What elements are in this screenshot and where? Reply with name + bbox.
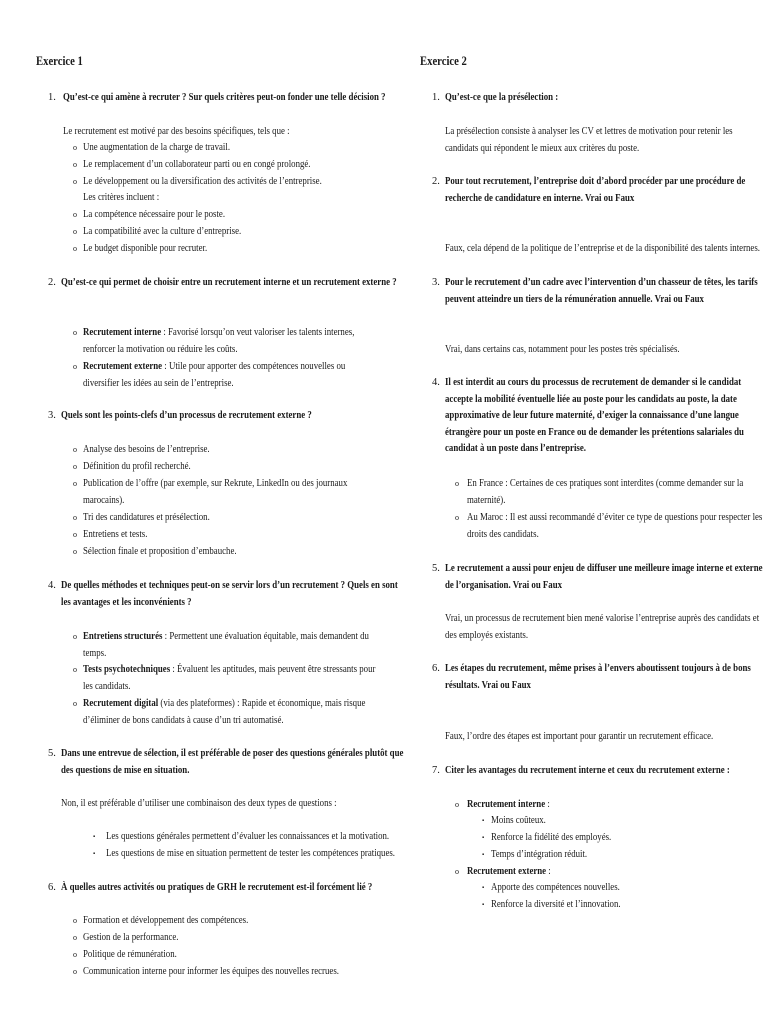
circle-bullet-icon: o: [73, 632, 77, 641]
answer-text: Vrai, un processus de recrutement bien mené valorise l’entreprise auprès des candidats et des employés existants.: [445, 613, 760, 641]
circle-bullet-icon: o: [73, 916, 77, 925]
question-number: 1.: [432, 92, 440, 103]
question-text: Qu’est-ce qui amène à recruter ? Sur quels critères peut-on fonder une telle décision ?: [63, 92, 386, 103]
question-number: 3.: [48, 410, 56, 421]
circle-bullet-icon: o: [73, 362, 77, 371]
question-2-left: Qu’est-ce qui permet de choisir entre un recrutement interne et un recrutement externe ?: [61, 277, 397, 288]
criteria-intro: Les critères incluent :: [83, 192, 160, 203]
list-item: Renforce la diversité et l’innovation.: [491, 899, 621, 910]
circle-bullet-icon: o: [455, 867, 459, 876]
circle-bullet-icon: o: [455, 513, 459, 522]
list-item: Formation et développement des compétences.: [83, 915, 249, 926]
square-bullet-icon: ▪: [93, 851, 96, 857]
question-number: 6.: [48, 882, 56, 893]
list-item: Gestion de la performance.: [83, 932, 179, 943]
question-number: 5.: [432, 563, 440, 574]
square-bullet-icon: ▪: [482, 835, 485, 841]
circle-bullet-icon: o: [73, 950, 77, 959]
list-item: Entretiens structurés : Permettent une évaluation équitable, mais demandent du temps.: [83, 631, 369, 659]
answer-1-intro: [63, 124, 290, 141]
question-4-right: Il est interdit au cours du processus de recrutement de demander si le candidat accepte la mobilité éventuelle liée au poste pour les candidats au poste, la date approximative de leur future maternité, d’exiger la connaissance d’une langue étrangère pour un poste en France ou de demander les prétentions salariales du candidat à un poste dans l’entreprise.: [445, 377, 744, 454]
list-item: Recrutement interne :: [467, 799, 550, 810]
question-6-right: Les étapes du recrutement, même prises à l’envers aboutissent toujours à de bons résultats. Vrai ou Faux: [445, 663, 751, 691]
list-item: Politique de rémunération.: [83, 949, 177, 960]
list-item: Tri des candidatures et présélection.: [83, 512, 210, 523]
list-item: Renforce la fidélité des employés.: [491, 832, 612, 843]
circle-bullet-icon: o: [73, 699, 77, 708]
circle-bullet-icon: o: [73, 210, 77, 219]
circle-bullet-icon: o: [73, 328, 77, 337]
circle-bullet-icon: o: [73, 967, 77, 976]
circle-bullet-icon: o: [73, 462, 77, 471]
list-item: Tests psychotechniques : Évaluent les aptitudes, mais peuvent être stressants pour les candidats.: [83, 664, 376, 692]
answer-text: Vrai, dans certains cas, notamment pour les postes très spécialisés.: [445, 344, 680, 355]
exercise-1-title: Exercice 1: [36, 53, 83, 68]
list-item: Communication interne pour informer les équipes des nouvelles recrues.: [83, 966, 339, 977]
circle-bullet-icon: o: [73, 244, 77, 253]
list-item: Moins coûteux.: [491, 815, 546, 826]
list-item: Publication de l’offre (par exemple, sur Rekrute, LinkedIn ou des journaux marocains).: [83, 478, 348, 506]
square-bullet-icon: ▪: [482, 885, 485, 891]
circle-bullet-icon: o: [73, 227, 77, 236]
list-item: Au Maroc : Il est aussi recommandé d’éviter ce type de questions pour respecter les droits des candidats.: [467, 512, 763, 540]
question-3-left: Quels sont les points-clefs d’un processus de recrutement externe ?: [61, 410, 312, 421]
square-bullet-icon: ▪: [482, 852, 485, 858]
square-bullet-icon: ▪: [482, 818, 485, 824]
list-item: Les questions générales permettent d’évaluer les connaissances et la motivation.: [106, 831, 390, 842]
question-5-right: Le recrutement a aussi pour enjeu de diffuser une meilleure image interne et externe de l’organisation. Vrai ou Faux: [445, 563, 763, 591]
list-item: Entretiens et tests.: [83, 529, 148, 540]
circle-bullet-icon: o: [73, 160, 77, 169]
question-2-right: Pour tout recrutement, l’entreprise doit d’abord procéder par une procédure de recherche de candidature en interne. Vrai ou Faux: [445, 176, 746, 204]
answer-text: Non, il est préférable d’utiliser une combinaison des deux types de questions :: [61, 798, 337, 809]
list-item: Analyse des besoins de l’entreprise.: [83, 444, 210, 455]
list-item: En France : Certaines de ces pratiques sont interdites (comme demander sur la maternité).: [467, 478, 744, 506]
answer-text: Faux, l’ordre des étapes est important pour garantir un recrutement efficace.: [445, 731, 714, 742]
list-item: Recrutement externe :: [467, 866, 551, 877]
question-7-right: Citer les avantages du recrutement interne et ceux du recrutement externe :: [445, 765, 730, 776]
question-number: 7.: [432, 765, 440, 776]
circle-bullet-icon: o: [73, 933, 77, 942]
question-1-left: [63, 90, 386, 107]
answer-text: La présélection consiste à analyser les CV et lettres de motivation pour retenir les candidats qui répondent le mieux aux critères du poste.: [445, 126, 733, 154]
question-5-left: Dans une entrevue de sélection, il est préférable de poser des questions générales plutôt que des questions de mise en situation.: [61, 748, 404, 776]
square-bullet-icon: ▪: [482, 902, 485, 908]
circle-bullet-icon: o: [455, 800, 459, 809]
question-number: 5.: [48, 748, 56, 759]
question-number: 1.: [48, 92, 56, 103]
list-item: Sélection finale et proposition d’embauche.: [83, 546, 237, 557]
circle-bullet-icon: o: [73, 665, 77, 674]
question-6-left: À quelles autres activités ou pratiques de GRH le recrutement est-il forcément lié ?: [61, 882, 373, 893]
answer-text: Faux, cela dépend de la politique de l’entreprise et de la disponibilité des talents internes.: [445, 243, 760, 254]
list-item: Les questions de mise en situation permettent de tester les compétences pratiques.: [106, 848, 396, 859]
list-item: La compatibilité avec la culture d’entreprise.: [83, 226, 242, 237]
answer-text: Le recrutement est motivé par des besoins spécifiques, tels que :: [63, 126, 290, 137]
question-4-left: De quelles méthodes et techniques peut-on se servir lors d’un recrutement ? Quels en sont les avantages et les inconvénients ?: [61, 580, 398, 608]
question-number: 2.: [432, 176, 440, 187]
circle-bullet-icon: o: [73, 143, 77, 152]
list-item: Le développement ou la diversification des activités de l’entreprise.: [83, 176, 322, 187]
question-number: 4.: [432, 377, 440, 388]
circle-bullet-icon: o: [73, 479, 77, 488]
circle-bullet-icon: o: [73, 513, 77, 522]
list-item: Le remplacement d’un collaborateur parti ou en congé prolongé.: [83, 159, 311, 170]
list-item: Le budget disponible pour recruter.: [83, 243, 208, 254]
exercise-2-title: Exercice 2: [420, 53, 467, 68]
question-number: 4.: [48, 580, 56, 591]
list-item: Recrutement interne : Favorisé lorsqu’on veut valoriser les talents internes, renforcer la motivation ou réduire les coûts.: [83, 327, 355, 355]
circle-bullet-icon: o: [73, 177, 77, 186]
circle-bullet-icon: o: [73, 530, 77, 539]
list-item: Recrutement digital (via des plateformes) : Rapide et économique, mais risque d’éliminer de bons candidats à cause d’un tri automatisé.: [83, 698, 366, 726]
square-bullet-icon: ▪: [93, 834, 96, 840]
question-1-right: Qu’est-ce que la présélection :: [445, 92, 559, 103]
list-item: Recrutement externe : Utile pour apporter des compétences nouvelles ou diversifier les idées au sein de l’entreprise.: [83, 361, 346, 389]
question-3-right: Pour le recrutement d’un cadre avec l’intervention d’un chasseur de têtes, les tarifs peuvent atteindre un tiers de la rémunération annuelle. Vrai ou Faux: [445, 277, 758, 305]
circle-bullet-icon: o: [73, 547, 77, 556]
list-item: Définition du profil recherché.: [83, 461, 191, 472]
list-item: Temps d’intégration réduit.: [491, 849, 588, 860]
question-number: 3.: [432, 277, 440, 288]
question-number: 6.: [432, 663, 440, 674]
list-item: Apporte des compétences nouvelles.: [491, 882, 620, 893]
list-item: Une augmentation de la charge de travail.: [83, 142, 231, 153]
question-number: 2.: [48, 277, 56, 288]
list-item: La compétence nécessaire pour le poste.: [83, 209, 226, 220]
circle-bullet-icon: o: [455, 479, 459, 488]
circle-bullet-icon: o: [73, 445, 77, 454]
